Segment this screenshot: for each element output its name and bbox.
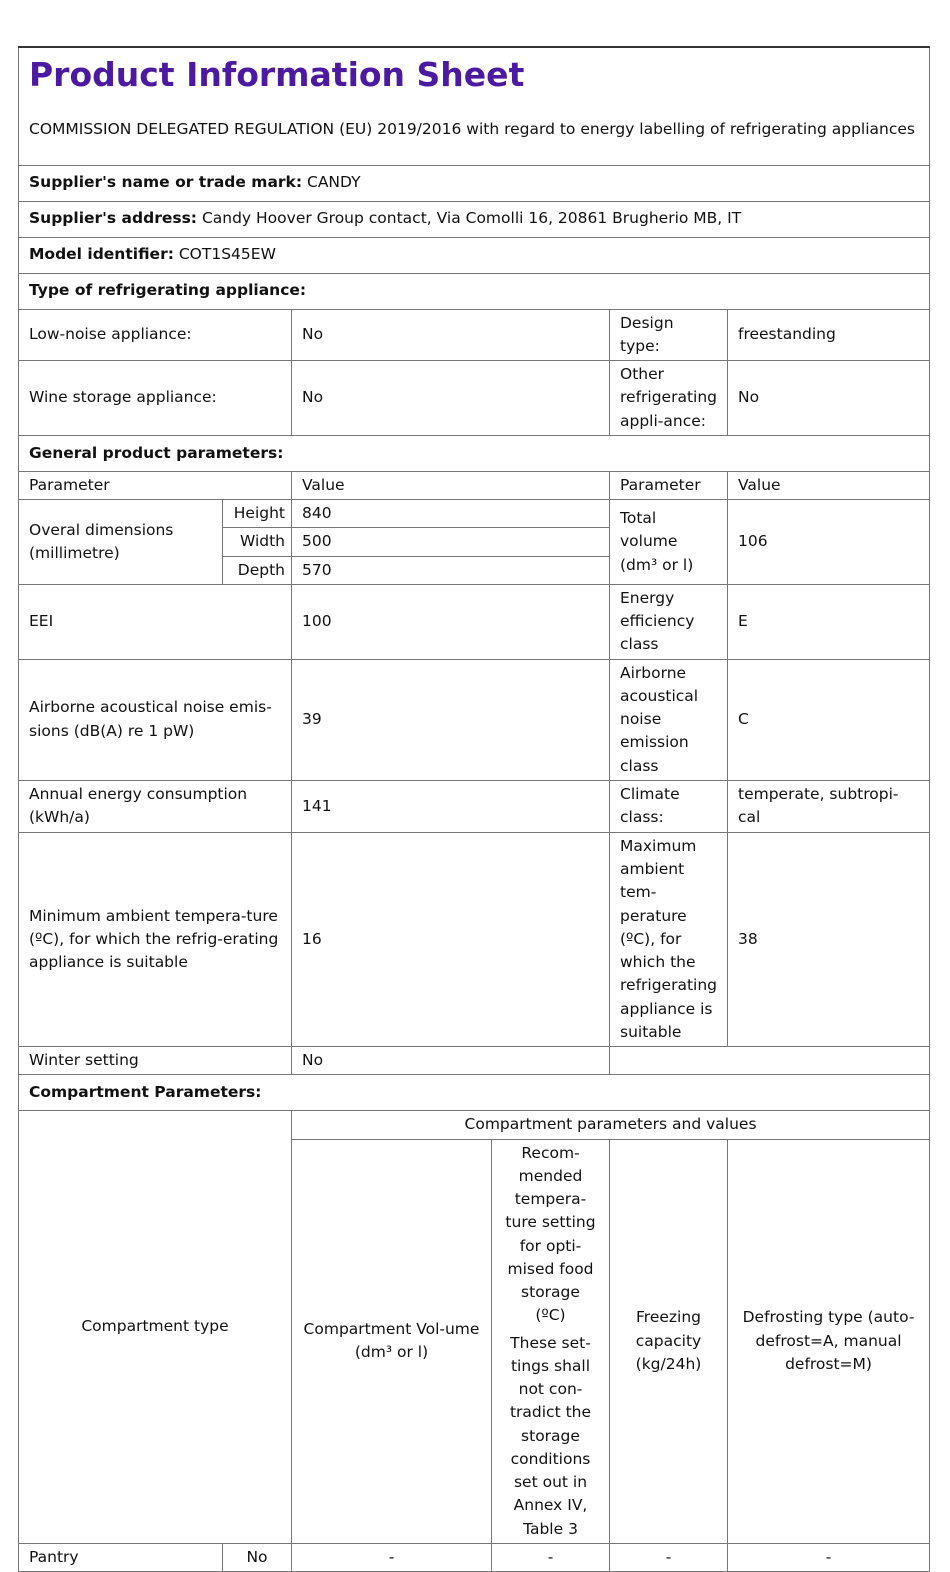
compartment-volume-cell: - [292,1543,492,1571]
wine-storage-value: No [292,361,610,436]
recommended-temp-header [492,1139,610,1543]
compartment-type-header: Compartment type [19,1111,292,1544]
dimensions-label: Overal dimensions (millimetre) [19,500,223,585]
page-title: Product Information Sheet [29,54,525,94]
noise-class-label: Airborne acoustical noise emission class [610,659,728,780]
compartment-type-cell: Pantry [19,1543,223,1571]
winter-setting-value: No [292,1047,610,1075]
model-identifier-label: Model identifier: [29,245,174,264]
col-parameter-header: Parameter [19,471,292,499]
eei-value: 100 [292,584,610,659]
type-section-heading: Type of refrigerating appliance: [19,273,930,309]
depth-value: 570 [292,556,610,584]
height-value: 840 [292,500,610,528]
width-label: Width [223,528,292,556]
total-volume-value: 106 [728,500,930,585]
other-appliance-label: Other refrigerating appli-ance: [610,361,728,436]
supplier-address-label: Supplier's address: [29,209,197,228]
other-appliance-value: No [728,361,930,436]
col-value-header-2: Value [728,471,930,499]
energy-class-label: Energy efficiency class [610,584,728,659]
width-value: 500 [292,528,610,556]
design-type-value: freestanding [728,309,930,361]
depth-label: Depth [223,556,292,584]
annual-energy-label: Annual energy consumption (kWh/a) [19,780,292,832]
general-section-heading: General product parameters: [19,435,930,471]
empty-cell [610,1047,930,1075]
climate-class-value: temperate, subtropi-cal [728,780,930,832]
max-temp-value: 38 [728,832,930,1046]
noise-label: Airborne acoustical noise emis-sions (dB(A) re 1 pW) [19,659,292,780]
min-temp-label: Minimum ambient tempera-ture (ºC), for which the refrig-erating appliance is suitable [19,832,292,1046]
recommended-temp-note: These set-tings shall not con-tradict the storage conditions set out in Annex IV, Table 3 [509,1333,592,1538]
noise-class-value: C [728,659,930,780]
min-temp-value: 16 [292,832,610,1046]
title-cell [19,47,930,95]
low-noise-label: Low-noise appliance: [19,309,292,361]
climate-class-label: Climate class: [610,780,728,832]
design-type-label: Design type: [610,309,728,361]
table-row [19,1543,930,1571]
defrosting-type-cell: - [728,1543,930,1571]
compartment-section-heading: Compartment Parameters: [19,1075,930,1111]
col-value-header: Value [292,471,610,499]
freezing-capacity-cell: - [610,1543,728,1571]
defrosting-type-header: Defrosting type (auto-defrost=A, manual defrost=M) [728,1139,930,1543]
supplier-name-value: CANDY [307,173,361,192]
model-identifier-value: COT1S45EW [178,245,276,264]
eei-label: EEI [19,584,292,659]
col-parameter-header-2: Parameter [610,471,728,499]
product-information-table [18,46,930,1572]
freezing-capacity-header: Freezing capacity (kg/24h) [610,1139,728,1543]
height-label: Height [223,500,292,528]
wine-storage-label: Wine storage appliance: [19,361,292,436]
supplier-name-label: Supplier's name or trade mark: [29,173,303,192]
low-noise-value: No [292,309,610,361]
recommended-temp-cell: - [492,1543,610,1571]
compartment-group-header: Compartment parameters and values [292,1111,930,1139]
compartment-volume-header: Compartment Vol-ume (dm³ or l) [292,1139,492,1543]
supplier-name-row [19,165,930,201]
max-temp-label: Maximum ambient tem-perature (ºC), for which the refrigerating appliance is suitable [610,832,728,1046]
energy-class-value: E [728,584,930,659]
model-identifier-row [19,237,930,273]
supplier-address-value: Candy Hoover Group contact, Via Comolli 16, 20861 Brugherio MB, IT [201,209,742,228]
regulation-text: COMMISSION DELEGATED REGULATION (EU) 2019/2016 with regard to energy labelling of refrigerating appliances [19,95,930,165]
winter-setting-label: Winter setting [19,1047,292,1075]
compartment-present-cell: No [223,1543,292,1571]
recommended-temp-text: Recom-mended tempera-ture setting for opti-mised food storage (ºC) [505,1143,596,1325]
noise-value: 39 [292,659,610,780]
annual-energy-value: 141 [292,780,610,832]
total-volume-label: Total volume (dm³ or l) [610,500,728,585]
supplier-address-row [19,201,930,237]
